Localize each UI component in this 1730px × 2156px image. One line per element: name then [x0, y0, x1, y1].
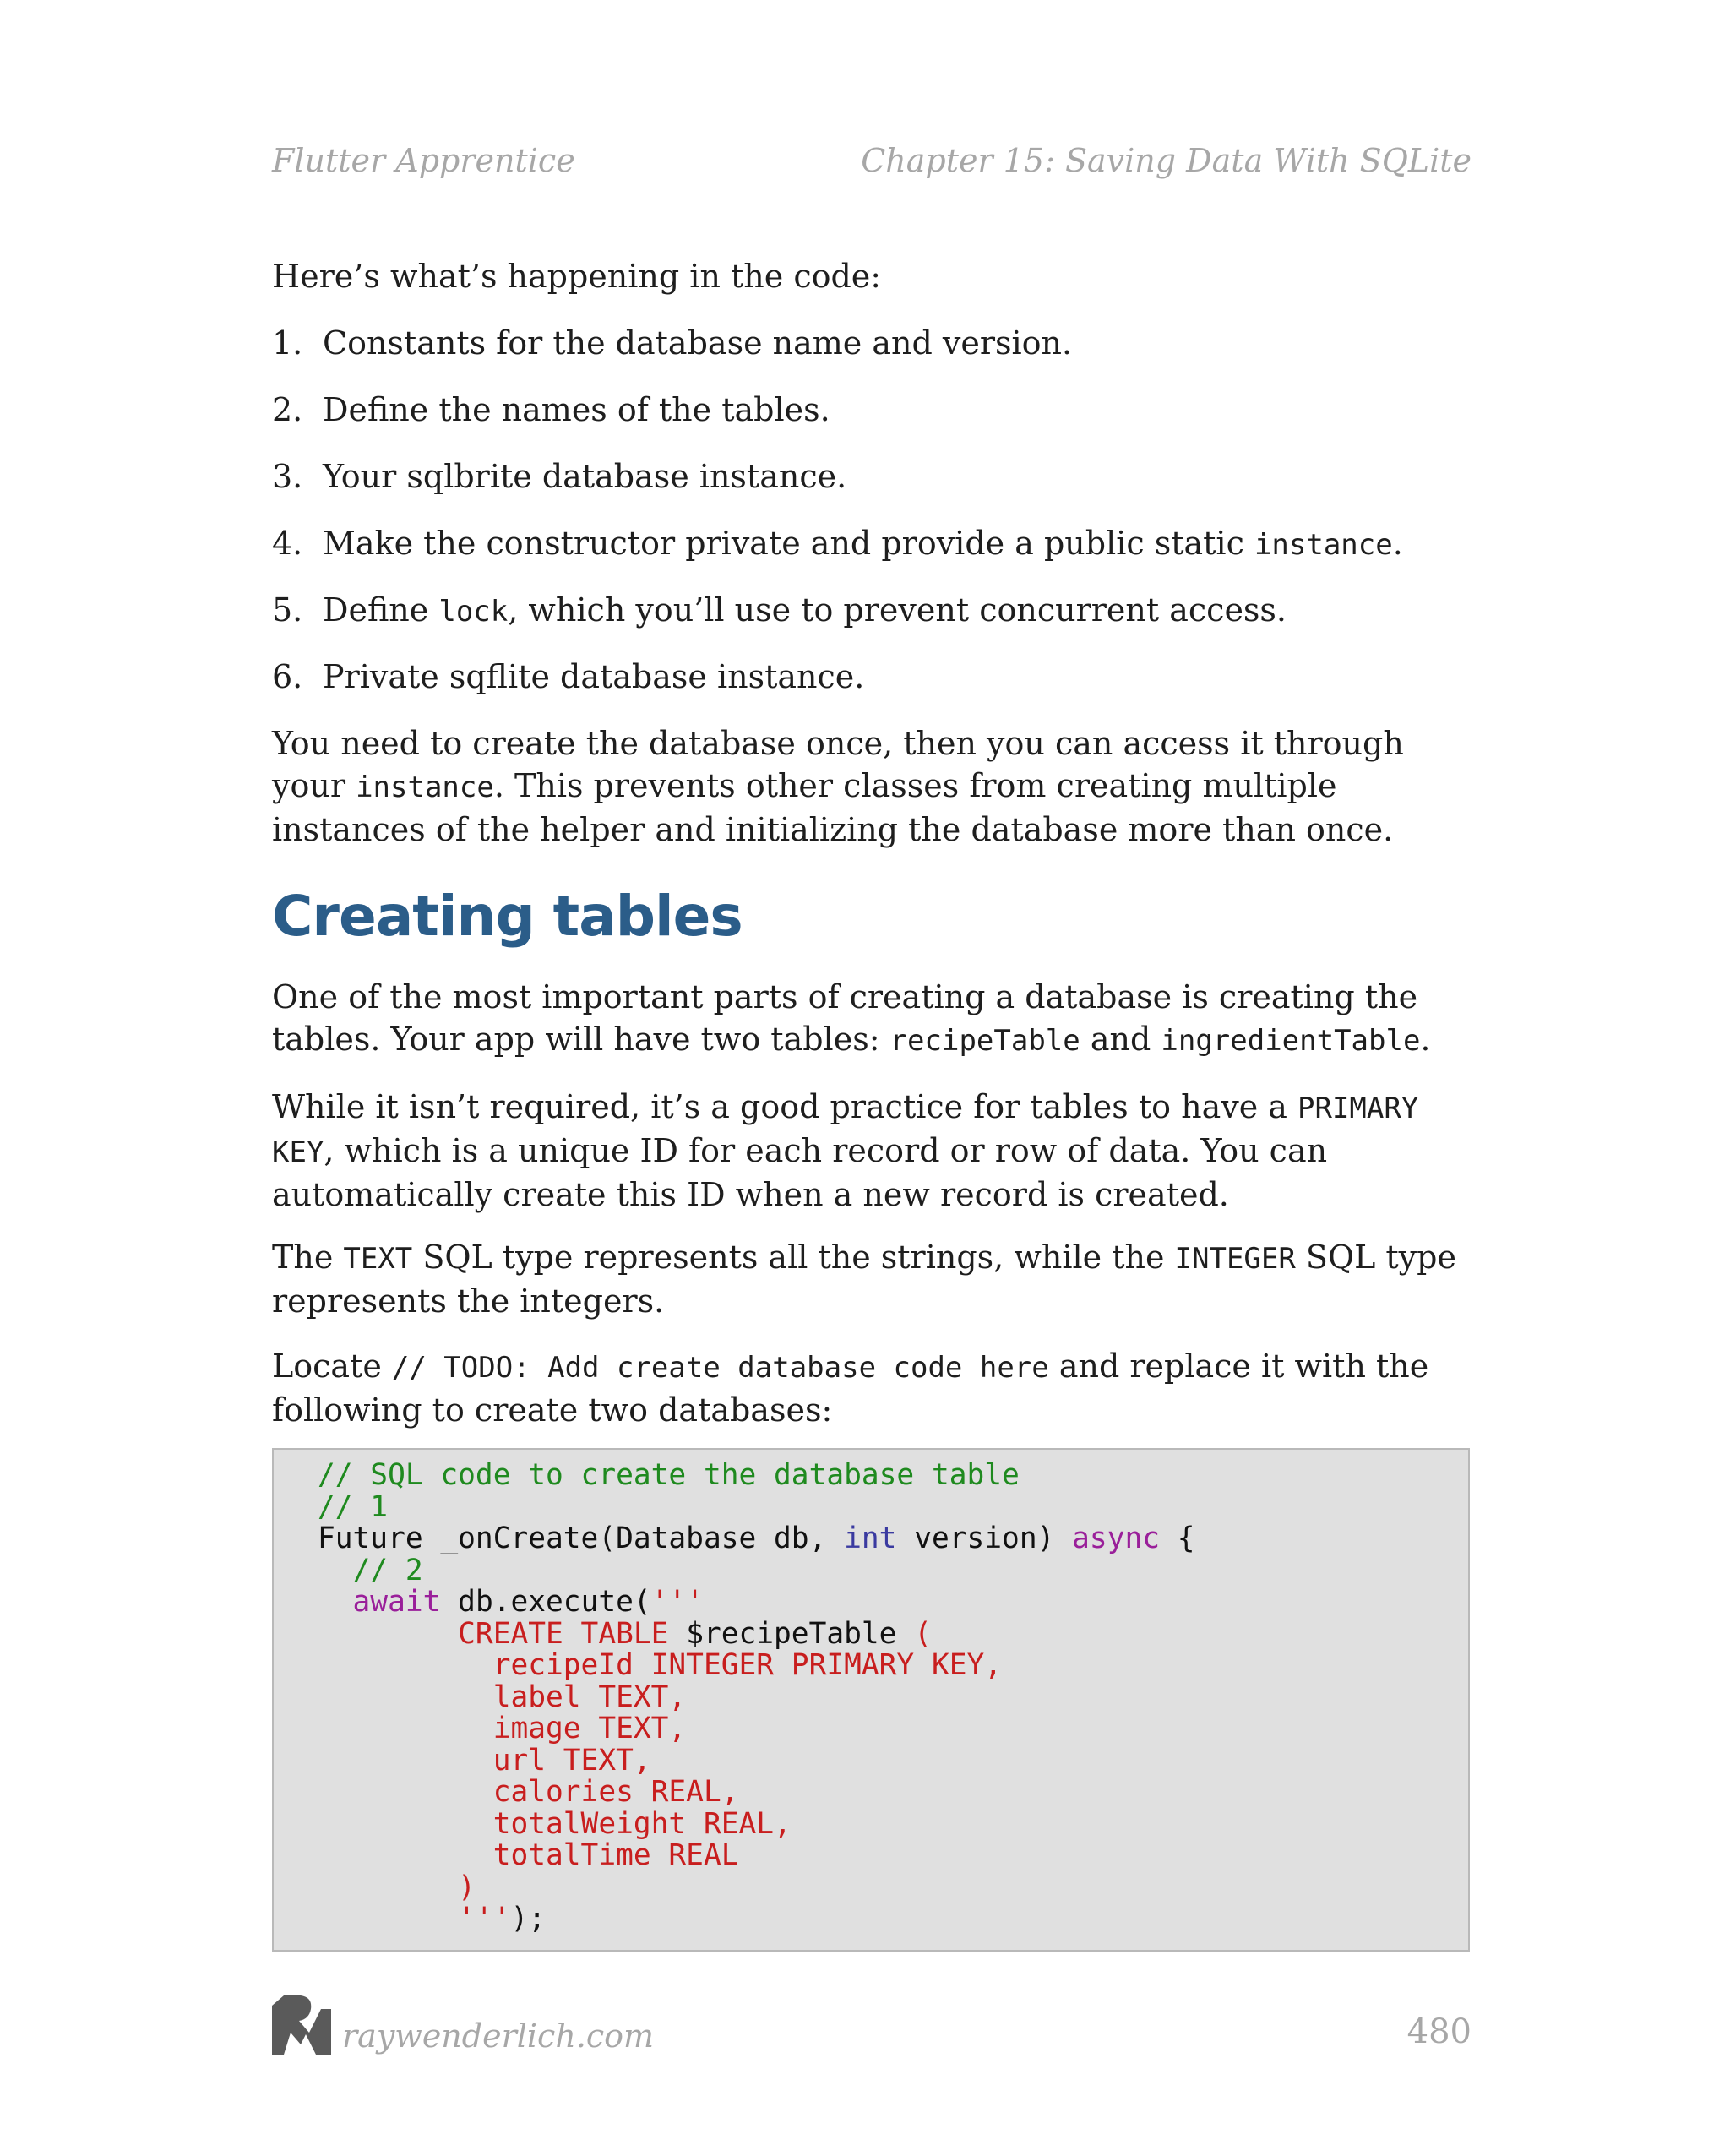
paragraph-text: SQL type represents the integers. [272, 1239, 1456, 1320]
inline-code: instance [356, 770, 494, 804]
list-number: 4. [272, 525, 303, 562]
inline-code: INTEGER [1174, 1242, 1296, 1276]
code-comment: // SQL code to create the database table [318, 1458, 1020, 1492]
list-text: Define [323, 591, 439, 629]
code-string: ( [896, 1616, 932, 1651]
list-item [272, 589, 1287, 633]
code-keyword: await [318, 1585, 441, 1619]
code-text: $recipeTable [686, 1616, 897, 1651]
paragraph [272, 722, 1472, 851]
list-item [272, 522, 1403, 566]
inline-code: PRIMARY KEY [272, 1092, 1419, 1169]
list-item [272, 656, 864, 698]
list-item [272, 389, 830, 431]
paragraph-text: Locate [272, 1348, 392, 1385]
section-heading: Creating tables [272, 884, 743, 949]
list-text: Constants for the database name and version. [323, 324, 1073, 362]
inline-code: instance [1254, 528, 1393, 562]
paragraph [272, 1086, 1472, 1216]
paragraph [272, 976, 1472, 1062]
paragraph-text: and replace it with the following to create two databases: [272, 1348, 1429, 1429]
code-string: ''' [650, 1585, 704, 1619]
paragraph [272, 1236, 1472, 1322]
code-text: version) [896, 1522, 1073, 1555]
inline-code: TEXT [343, 1242, 413, 1276]
code-text: db.execute( [440, 1585, 651, 1619]
list-number: 5. [272, 591, 303, 629]
page-number: 480 [1406, 2012, 1472, 2051]
code-string: calories REAL, [318, 1775, 739, 1809]
intro-text: Here’s what’s happening in the code: [272, 258, 882, 295]
list-item [272, 322, 1072, 364]
inline-code: recipeTable [889, 1024, 1080, 1058]
code-string: image TEXT, [318, 1712, 687, 1745]
list-text: Make the constructor private and provide a public static [323, 525, 1254, 562]
code-text: { [1160, 1522, 1195, 1555]
code-listing [318, 1460, 1195, 1936]
paragraph-text: You need to create the database once, then you can access it through your [272, 725, 1404, 804]
paragraph [272, 1345, 1472, 1431]
code-string: label TEXT, [318, 1680, 687, 1714]
paragraph-text: . [1420, 1021, 1431, 1058]
list-number: 2. [272, 391, 303, 428]
raywenderlich-logo-icon [272, 1995, 331, 2055]
list-text: Your sqlbrite database instance. [323, 458, 847, 495]
paragraph-text: , which is a unique ID for each record or row of data. You can automatically create this ID when a new record is created. [272, 1132, 1328, 1213]
paragraph-text: One of the most important parts of creating a database is creating the tables. Your app will have two tables: [272, 978, 1418, 1058]
paragraph-text: The [272, 1239, 344, 1276]
code-string: totalWeight REAL, [318, 1806, 792, 1841]
code-block [272, 1448, 1470, 1952]
book-title: Flutter Apprentice [272, 142, 575, 179]
paragraph-text: . This prevents other classes from creating multiple instances of the helper and initializing the database more than once. [272, 767, 1394, 848]
list-number: 1. [272, 324, 303, 362]
list-text: . [1392, 525, 1403, 562]
code-text: Future _onCreate(Database db, [318, 1522, 845, 1555]
code-comment: // 2 [318, 1553, 423, 1587]
chapter-title: Chapter 15: Saving Data With SQLite [861, 142, 1472, 179]
list-number: 6. [272, 658, 303, 695]
code-string: url TEXT, [318, 1743, 651, 1778]
paragraph-text: SQL type represents all the strings, while the [412, 1239, 1175, 1276]
inline-code: lock [438, 595, 509, 629]
paragraph-text: While it isn’t required, it’s a good practice for tables to have a [272, 1088, 1298, 1125]
inline-code: // TODO: Add create database code here [391, 1351, 1049, 1385]
code-keyword: int [844, 1522, 897, 1555]
list-text: Private sqflite database instance. [323, 658, 865, 695]
code-text: ); [510, 1902, 547, 1936]
inline-code: ingredientTable [1161, 1024, 1421, 1058]
code-keyword: async [1072, 1522, 1161, 1555]
code-string: CREATE TABLE [318, 1616, 687, 1651]
list-item [272, 455, 846, 498]
code-string: ''' [318, 1902, 511, 1936]
paragraph-text: and [1080, 1021, 1161, 1058]
code-comment: // 1 [318, 1489, 389, 1524]
code-string: ) [318, 1870, 476, 1904]
list-number: 3. [272, 458, 303, 495]
code-string: totalTime REAL [318, 1838, 739, 1872]
list-text: , which you’ll use to prevent concurrent access. [508, 591, 1287, 629]
list-text: Define the names of the tables. [323, 391, 830, 428]
code-string: recipeId INTEGER PRIMARY KEY, [318, 1648, 1003, 1682]
footer-site-name: raywenderlich.com [342, 2017, 655, 2055]
